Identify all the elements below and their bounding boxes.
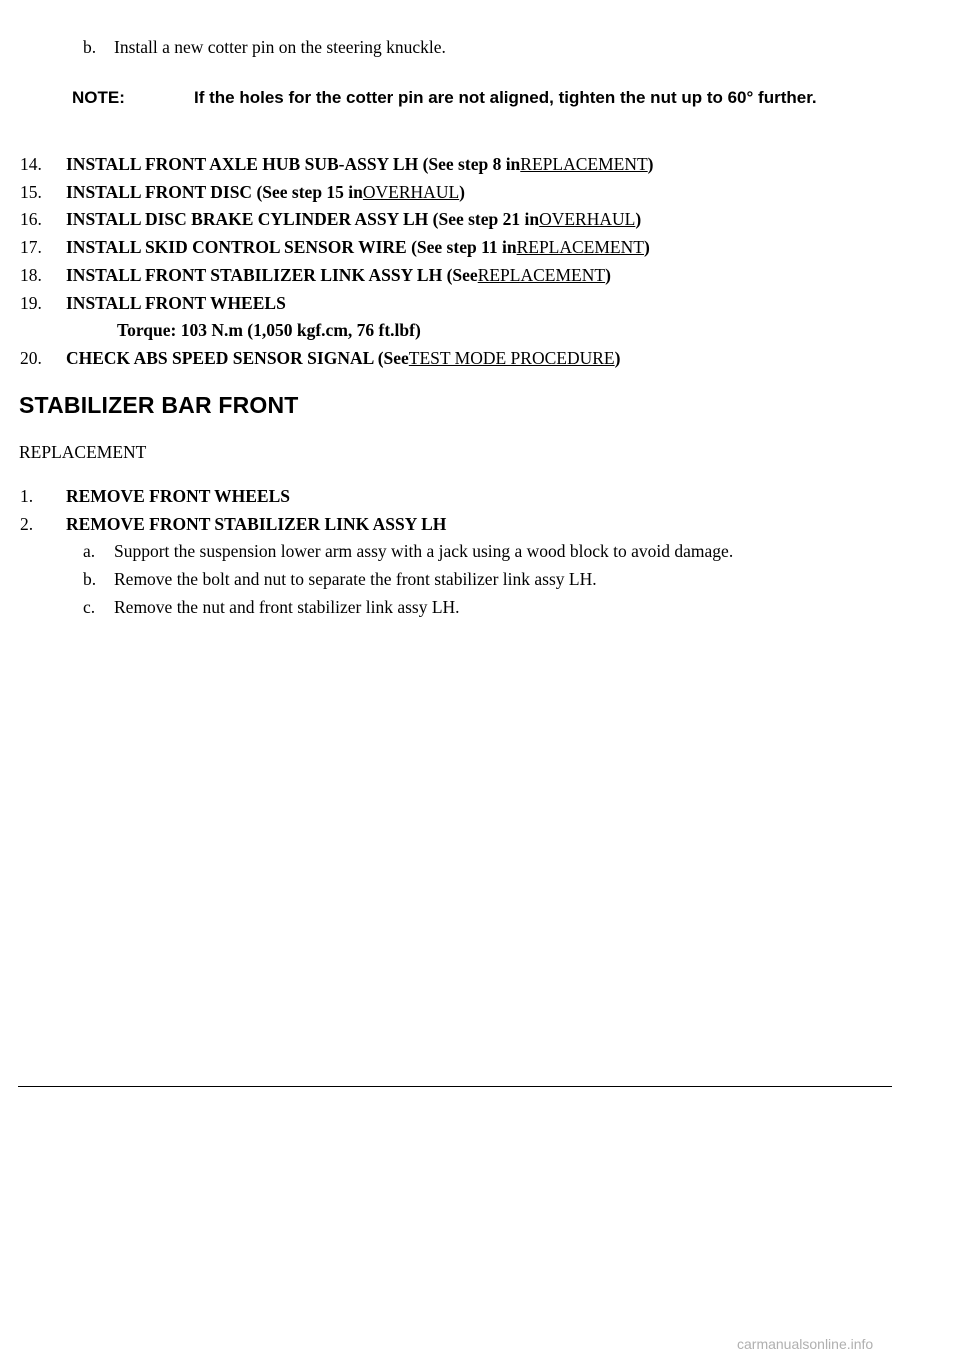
substep-text: Support the suspension lower arm assy with a jack using a wood block to avoid damage.: [114, 541, 734, 561]
overhaul-link[interactable]: OVERHAUL: [539, 209, 636, 229]
step-suffix: ): [647, 154, 654, 174]
subsection-title: REPLACEMENT: [19, 442, 147, 462]
replacement-link[interactable]: REPLACEMENT: [520, 154, 648, 174]
replacement-link[interactable]: REPLACEMENT: [477, 265, 606, 285]
overhaul-link[interactable]: OVERHAUL: [362, 182, 460, 202]
substep-b: [83, 569, 597, 590]
substep-a: [83, 541, 733, 562]
step-suffix: ): [459, 182, 465, 202]
replacement-step-1: [20, 486, 290, 507]
substep-text: Remove the bolt and nut to separate the front stabilizer link assy LH.: [114, 569, 597, 589]
step-18: [20, 265, 611, 286]
replacement-link[interactable]: REPLACEMENT: [516, 237, 644, 257]
step-text: INSTALL SKID CONTROL SENSOR WIRE (See step 11 in: [66, 237, 517, 257]
replacement-step-2: [20, 514, 446, 535]
step-number: 1.: [20, 486, 34, 506]
step-14: [20, 154, 654, 175]
step-suffix: ): [635, 209, 642, 229]
step-text: INSTALL FRONT DISC (See step 15 in: [66, 182, 363, 202]
substep-text: Remove the nut and front stabilizer link assy LH.: [114, 597, 460, 617]
step-text: INSTALL FRONT WHEELS: [66, 293, 286, 313]
step-text: REMOVE FRONT STABILIZER LINK ASSY LH: [66, 514, 447, 534]
watermark: carmanualsonline.info: [737, 1336, 874, 1352]
page-divider: [18, 1086, 892, 1087]
torque-spec: Torque: 103 N.m (1,050 kgf.cm, 76 ft.lbf): [117, 320, 421, 340]
step-15: [20, 182, 465, 203]
substep-b-install-cotter-pin: [83, 37, 446, 58]
step-suffix: ): [614, 348, 621, 368]
note-label: NOTE:: [72, 88, 125, 107]
step-text: CHECK ABS SPEED SENSOR SIGNAL (See: [66, 348, 409, 368]
substep-label: a.: [83, 541, 96, 561]
step-number: 2.: [20, 514, 34, 534]
step-number: 16.: [20, 209, 42, 229]
step-number: 19.: [20, 293, 42, 313]
step-number: 15.: [20, 182, 42, 202]
step-text: INSTALL FRONT STABILIZER LINK ASSY LH (See: [66, 265, 478, 285]
substep-c: [83, 597, 460, 618]
step-text: INSTALL DISC BRAKE CYLINDER ASSY LH (See step 21 in: [66, 209, 540, 229]
substep-text: Install a new cotter pin on the steering knuckle.: [114, 37, 446, 57]
step-19: [20, 293, 286, 314]
step-suffix: ): [643, 237, 650, 257]
step-17: [20, 237, 650, 258]
step-16: [20, 209, 641, 230]
note-text: If the holes for the cotter pin are not aligned, tighten the nut up to 60° further.: [194, 88, 817, 107]
step-number: 20.: [20, 348, 42, 368]
substep-label: b.: [83, 37, 97, 57]
section-title: STABILIZER BAR FRONT: [19, 392, 299, 418]
step-number: 14.: [20, 154, 42, 174]
test-mode-procedure-link[interactable]: TEST MODE PROCEDURE: [408, 348, 615, 368]
step-text: REMOVE FRONT WHEELS: [66, 486, 290, 506]
step-number: 17.: [20, 237, 42, 257]
substep-label: c.: [83, 597, 96, 617]
step-number: 18.: [20, 265, 42, 285]
step-text: INSTALL FRONT AXLE HUB SUB-ASSY LH (See step 8 in: [66, 154, 521, 174]
substep-label: b.: [83, 569, 97, 589]
step-20: [20, 348, 620, 369]
note-box: [72, 87, 902, 131]
step-suffix: ): [605, 265, 611, 285]
